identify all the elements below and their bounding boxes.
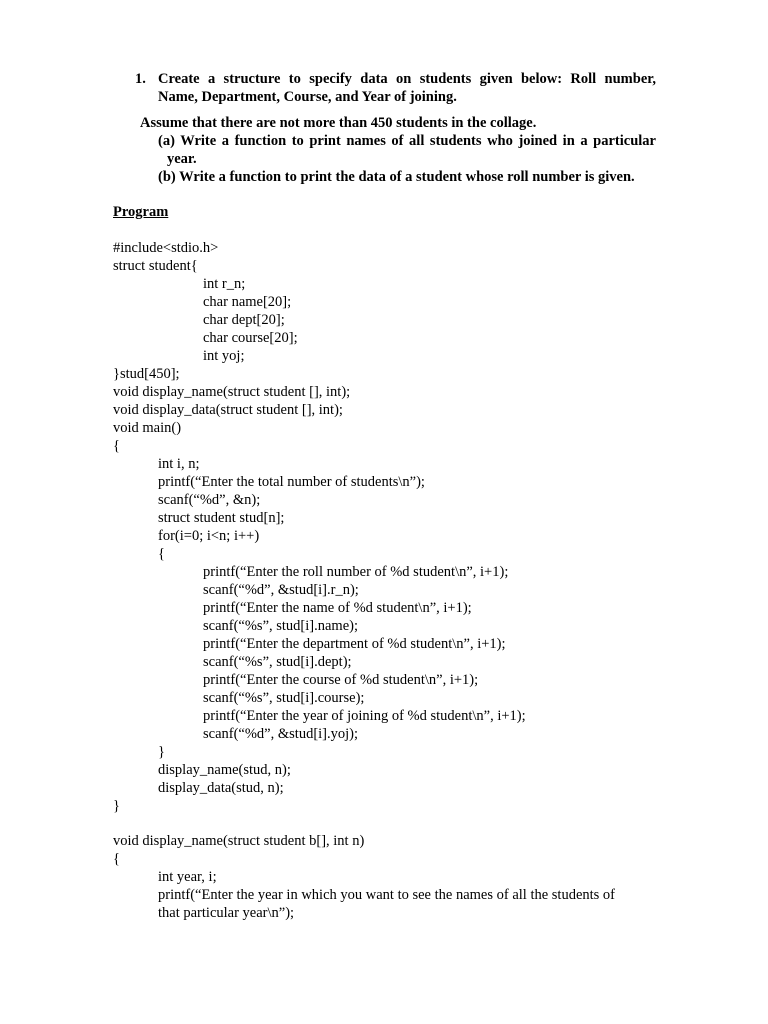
code-line: for(i=0; i<n; i++) [158, 528, 260, 544]
code-line: void main() [113, 420, 182, 436]
code-line: scanf(“%s”, stud[i].name); [203, 618, 359, 634]
part-a-line-2: year. [167, 151, 197, 167]
code-line: scanf(“%s”, stud[i].course); [203, 690, 365, 706]
code-line: struct student{ [113, 258, 198, 274]
question-line-1: Create a structure to specify data on students given below: Roll number, [158, 71, 656, 87]
code-line: scanf(“%d”, &n); [158, 492, 261, 508]
code-line: char course[20]; [203, 330, 298, 346]
code-line: #include<stdio.h> [113, 240, 219, 256]
code-line: display_name(stud, n); [158, 762, 291, 778]
code-line: { [113, 851, 120, 867]
code-line: }stud[450]; [113, 366, 180, 382]
code-line: printf(“Enter the roll number of %d student\n”, i+1); [203, 564, 509, 580]
code-line: char dept[20]; [203, 312, 285, 328]
code-line: char name[20]; [203, 294, 292, 310]
assumption-text: Assume that there are not more than 450 students in the collage. [140, 115, 537, 131]
code-line: int i, n; [158, 456, 200, 472]
code-line: printf(“Enter the year of joining of %d student\n”, i+1); [203, 708, 526, 724]
question-line-2: Name, Department, Course, and Year of joining. [158, 89, 457, 105]
code-line: } [158, 744, 165, 760]
part-a-line-1: (a) Write a function to print names of all students who joined in a particular [158, 133, 656, 149]
part-b-text: (b) Write a function to print the data of a student whose roll number is given. [158, 169, 635, 185]
code-line: struct student stud[n]; [158, 510, 285, 526]
code-line: scanf(“%s”, stud[i].dept); [203, 654, 352, 670]
question-number: 1. [135, 71, 146, 87]
code-line: printf(“Enter the total number of students\n”); [158, 474, 425, 490]
code-line: scanf(“%d”, &stud[i].yoj); [203, 726, 359, 742]
code-line: void display_name(struct student [], int); [113, 384, 351, 400]
code-line: int yoj; [203, 348, 245, 364]
code-line: void display_name(struct student b[], int n) [113, 833, 365, 849]
code-line: } [113, 798, 120, 814]
code-line: { [158, 546, 165, 562]
code-line: scanf(“%d”, &stud[i].r_n); [203, 582, 359, 598]
code-line: display_data(stud, n); [158, 780, 284, 796]
code-line: printf(“Enter the course of %d student\n”, i+1); [203, 672, 479, 688]
code-line: int r_n; [203, 276, 246, 292]
code-line: int year, i; [158, 869, 217, 885]
code-line: printf(“Enter the name of %d student\n”, i+1); [203, 600, 472, 616]
code-line: void display_data(struct student [], int); [113, 402, 343, 418]
code-line: { [113, 438, 120, 454]
code-line: printf(“Enter the year in which you want to see the names of all the students of [158, 887, 616, 903]
code-line: that particular year\n”); [158, 905, 295, 921]
program-heading: Program [113, 204, 169, 220]
code-line: printf(“Enter the department of %d student\n”, i+1); [203, 636, 506, 652]
